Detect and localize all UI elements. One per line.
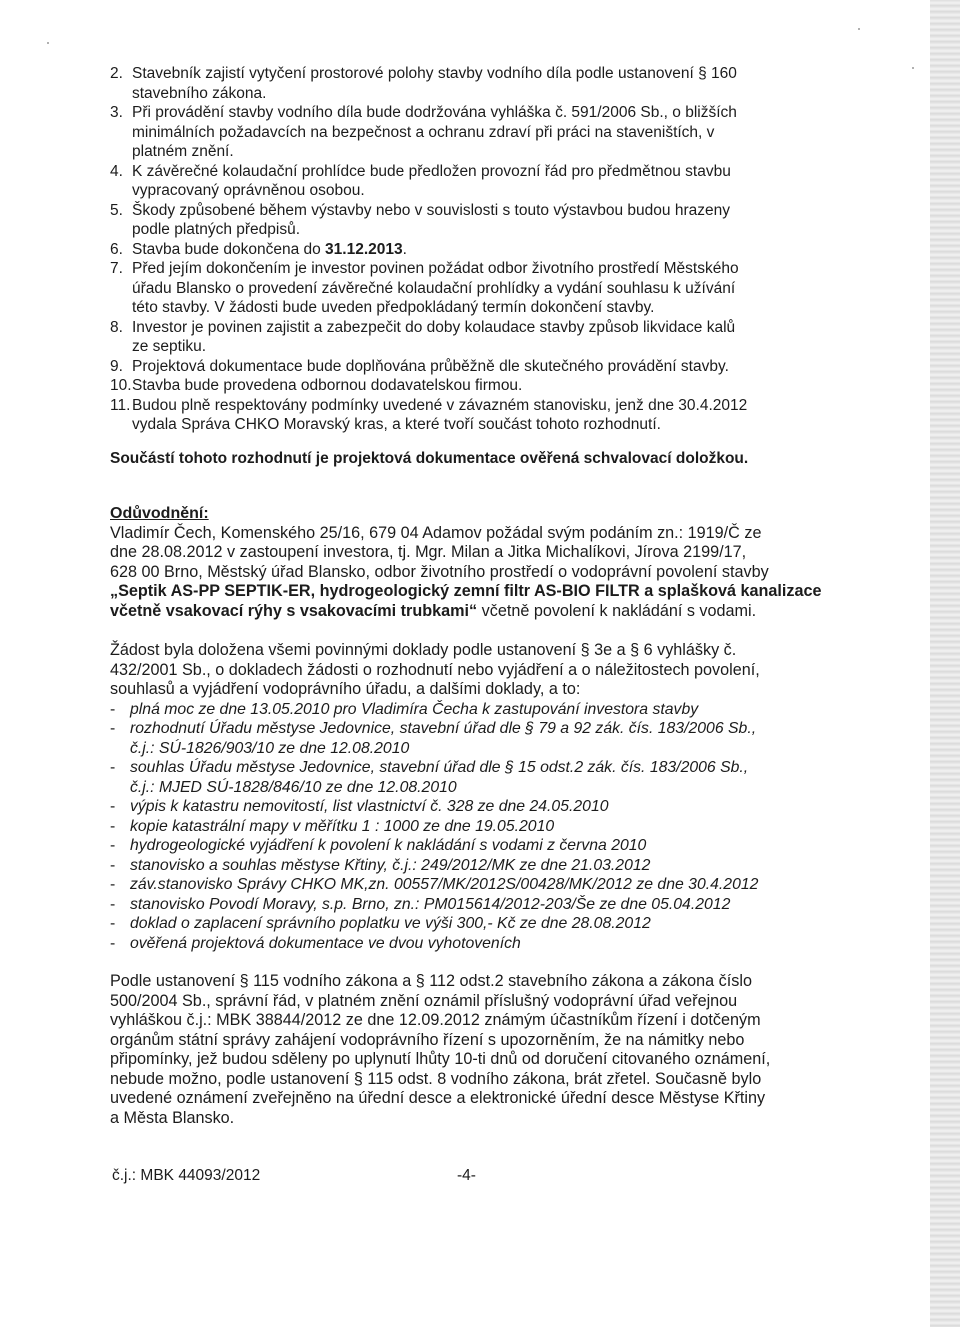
document-list-item xyxy=(110,797,830,817)
document-list-item xyxy=(110,856,830,876)
document-list-item xyxy=(110,719,830,758)
document-list-item xyxy=(110,700,830,720)
intro-line: 628 00 Brno, Městský úřad Blansko, odbor životního prostředí o vodoprávní povolení stavby xyxy=(110,562,769,581)
condition-item xyxy=(110,240,830,260)
condition-number: 7. xyxy=(110,260,123,277)
page-number: -4- xyxy=(457,1167,476,1184)
docs-line: souhlasů a vyjádření vodoprávního úřadu, a dalšími doklady, a to: xyxy=(110,680,581,698)
document-list-item xyxy=(110,836,830,856)
condition-text: Stavba bude dokončena do 31.12.2013. xyxy=(132,240,407,258)
document-list-item xyxy=(110,875,830,895)
notice-line: a Města Blansko. xyxy=(110,1108,235,1127)
notice-line: orgánům státní správy zahájení vodoprávního řízení s upozorněním, že na námitky nebo xyxy=(110,1030,745,1049)
document-list-item xyxy=(110,758,830,797)
document-text: stanovisko Povodí Moravy, s.p. Brno, zn.: PM015614/2012-203/Še ze dne 05.04.2012 xyxy=(130,895,731,913)
condition-item xyxy=(110,162,830,201)
condition-number: 6. xyxy=(110,240,123,258)
condition-text: Škody způsobené během výstavby nebo v souvislosti s touto výstavbou budou hrazeny xyxy=(132,201,730,219)
condition-text: této stavby. V žádosti bude uveden předpokládaný termín dokončení stavby. xyxy=(132,299,655,316)
intro-line: Vladimír Čech, Komenského 25/16, 679 04 Adamov požádal svým podáním zn.: 1919/Č ze xyxy=(110,523,762,542)
scan-speck xyxy=(47,42,49,44)
condition-text: Projektová dokumentace bude doplňována průběžně dle skutečného provádění stavby. xyxy=(132,357,729,375)
documents-list xyxy=(110,700,830,954)
condition-number: 9. xyxy=(110,357,123,375)
condition-text: platném znění. xyxy=(132,143,234,160)
condition-number: 8. xyxy=(110,318,123,336)
document-list-item xyxy=(110,914,830,934)
reasoning-intro xyxy=(110,524,830,622)
condition-text: minimálních požadavcích na bezpečnost a ochranu zdraví při práci na staveništích, v xyxy=(132,123,715,141)
notice-line: připomínky, jež budou sděleny po uplynutí lhůty 10-ti dnů od doručení citovaného oznámení, xyxy=(110,1050,771,1068)
document-text: kopie katastrální mapy v měřítku 1 : 1000 ze dne 19.05.2010 xyxy=(130,817,555,835)
condition-text: Budou plně respektovány podmínky uvedené v závazném stanovisku, jenž dne 30.4.2012 xyxy=(132,396,748,414)
document-text: č.j.: SÚ-1826/903/10 ze dne 12.08.2010 xyxy=(130,739,410,757)
document-text: hydrogeologické vyjádření k povolení k nakládání s vodami z června 2010 xyxy=(130,837,647,854)
condition-number: 5. xyxy=(110,201,123,219)
condition-item xyxy=(110,64,830,103)
condition-text: Stavba bude provedena odbornou dodavatelskou firmou. xyxy=(132,377,523,394)
dash-bullet: - xyxy=(110,700,116,718)
document-text: souhlas Úřadu městyse Jedovnice, stavební úřad dle § 15 odst.2 zák. čís. 183/2006 Sb., xyxy=(130,759,749,776)
condition-text: ze septiku. xyxy=(132,338,207,355)
document-text: plná moc ze dne 13.05.2010 pro Vladimíra Čecha k zastupování investora stavby xyxy=(130,700,699,718)
condition-item xyxy=(110,357,830,377)
condition-number: 4. xyxy=(110,162,123,180)
document-text: doklad o zaplacení správního poplatku ve výši 300,- Kč ze dne 28.08.2012 xyxy=(130,915,651,932)
condition-item xyxy=(110,396,830,435)
conditions-list xyxy=(110,64,830,435)
dash-bullet: - xyxy=(110,934,116,952)
completion-date: 31.12.2013 xyxy=(325,240,403,258)
scan-edge xyxy=(930,0,960,1327)
condition-text: stavebního zákona. xyxy=(132,84,267,102)
reasoning-heading: Odůvodnění: xyxy=(110,504,209,522)
condition-item xyxy=(110,318,830,357)
document-list-item xyxy=(110,895,830,915)
condition-text: K závěrečné kolaudační prohlídce bude předložen provozní řád pro předmětnou stavbu xyxy=(132,162,731,180)
document-body xyxy=(110,64,830,1128)
project-name-line: „Septik AS-PP SEPTIK-ER, hydrogeologický zemní filtr AS-BIO FILTR a splašková kanalizace xyxy=(110,582,822,600)
condition-item xyxy=(110,376,830,396)
dash-bullet: - xyxy=(110,837,116,854)
docs-line: 432/2001 Sb., o dokladech žádosti o rozhodnutí nebo vyjádření a o náležitostech povolení, xyxy=(110,660,760,679)
document-text: č.j.: MJED SÚ-1828/846/10 ze dne 12.08.2010 xyxy=(130,778,457,796)
dash-bullet: - xyxy=(110,798,116,815)
condition-item xyxy=(110,103,830,162)
dash-bullet: - xyxy=(110,856,116,874)
document-list-item xyxy=(110,817,830,837)
dash-bullet: - xyxy=(110,895,116,913)
document-text: záv.stanovisko Správy CHKO MK,zn. 00557/MK/2012S/00428/MK/2012 ze dne 30.4.2012 xyxy=(130,876,759,893)
condition-item xyxy=(110,201,830,240)
condition-number: 10. xyxy=(110,377,132,394)
condition-text: Při provádění stavby vodního díla bude dodržována vyhláška č. 591/2006 Sb., o bližších xyxy=(132,104,737,121)
condition-number: 3. xyxy=(110,104,123,121)
condition-text: podle platných předpisů. xyxy=(132,221,301,238)
docs-line: Žádost byla doložena všemi povinnými doklady podle ustanovení § 3e a § 6 vyhlášky č. xyxy=(110,641,737,659)
document-text: výpis k katastru nemovitostí, list vlastnictví č. 328 ze dne 24.05.2010 xyxy=(130,798,609,815)
scan-speck xyxy=(858,28,860,30)
reference-number: č.j.: MBK 44093/2012 xyxy=(112,1167,261,1184)
condition-text: Stavebník zajistí vytyčení prostorové polohy stavby vodního díla podle ustanovení § 160 xyxy=(132,65,737,82)
notice-line: nebude možno, podle ustanovení § 115 odst. 8 vodního zákona, brát zřetel. Současně bylo xyxy=(110,1069,762,1088)
project-name-line: včetně vsakovací rýhy s vsakovacími trubkami“ včetně povolení k nakládání s vodami. xyxy=(110,601,757,620)
notice-paragraph xyxy=(110,972,830,1128)
dash-bullet: - xyxy=(110,915,116,932)
condition-text: Investor je povinen zajistit a zabezpečit do doby kolaudace stavby způsob likvidace kalů xyxy=(132,318,736,336)
condition-item xyxy=(110,259,830,318)
condition-text: vypracovaný oprávněnou osobou. xyxy=(132,182,365,199)
dash-bullet: - xyxy=(110,720,116,737)
notice-line: vyhláškou č.j.: MBK 38844/2012 ze dne 12.09.2012 známým účastníkům řízení i dotčeným xyxy=(110,1011,761,1029)
approval-statement: Součástí tohoto rozhodnutí je projektová dokumentace ověřená schvalovací doložkou. xyxy=(110,449,749,467)
dash-bullet: - xyxy=(110,817,116,835)
condition-number: 2. xyxy=(110,65,123,82)
notice-line: Podle ustanovení § 115 vodního zákona a § 112 odst.2 stavebního zákona a zákona číslo xyxy=(110,972,752,990)
scan-speck xyxy=(912,67,914,69)
document-text: stanovisko a souhlas městyse Křtiny, č.j.: 249/2012/MK ze dne 21.03.2012 xyxy=(130,856,651,874)
dash-bullet: - xyxy=(110,876,116,893)
condition-text: úřadu Blansko o provedení závěrečné kolaudační prohlídky a vydání souhlasu k užívání xyxy=(132,279,736,297)
notice-line: uvedené oznámení zveřejněno na úřední desce a elektronické úřední desce Městyse Křtiny xyxy=(110,1089,766,1107)
document-text: ověřená projektová dokumentace ve dvou vyhotoveních xyxy=(130,934,521,952)
document-list-item xyxy=(110,934,830,954)
condition-text: Před jejím dokončením je investor povinen požádat odbor životního prostředí Městského xyxy=(132,260,739,277)
condition-number: 11. xyxy=(110,396,131,414)
dash-bullet: - xyxy=(110,759,116,776)
notice-line: 500/2004 Sb., správní řád, v platném znění oznámil příslušný vodoprávní úřad veřejnou xyxy=(110,991,738,1010)
document-text: rozhodnutí Úřadu městyse Jedovnice, stavební úřad dle § 79 a 92 zák. čís. 183/2006 Sb., xyxy=(130,720,757,737)
documents-paragraph xyxy=(110,641,830,700)
condition-text: vydala Správa CHKO Moravský kras, a které tvoří součást tohoto rozhodnutí. xyxy=(132,416,661,433)
intro-line: dne 28.08.2012 v zastoupení investora, tj. Mgr. Milan a Jitka Michalíkovi, Jírova 2199/17, xyxy=(110,543,747,561)
